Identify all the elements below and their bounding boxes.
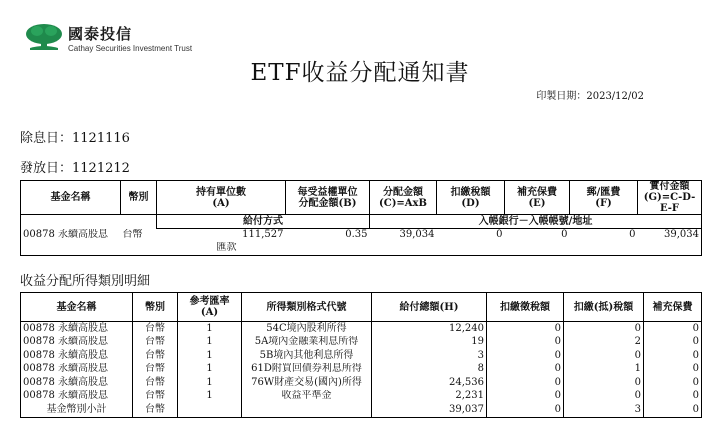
- currency: 台幣: [133, 336, 178, 350]
- net-amount: 39,034: [638, 229, 702, 243]
- credit-tax: 0: [564, 390, 644, 404]
- fund-name: 00878 永續高股息: [21, 322, 133, 336]
- header-fund-name: 基金名稱: [21, 293, 133, 322]
- amount: 39,034: [399, 229, 435, 241]
- withheld-tax: 0: [487, 322, 564, 336]
- table-row: [21, 390, 702, 404]
- premium: 0: [644, 403, 702, 417]
- total-amount: 12,240: [372, 322, 487, 336]
- withheld-tax: 0: [487, 376, 564, 390]
- company-name-en: Cathay Securities Investment Trust: [68, 44, 193, 53]
- subtotal-label: 基金幣別小計: [21, 403, 133, 417]
- rate: 1: [178, 390, 242, 404]
- header-fund-name: 基金名稱: [21, 181, 121, 215]
- premium: 0: [644, 349, 702, 363]
- header-premium: 補充保費 (E): [505, 181, 570, 215]
- income-category: [242, 403, 372, 417]
- payment-date: 發放日：1121212: [20, 161, 130, 176]
- credit-tax: 1: [564, 363, 644, 377]
- header-units: 持有單位數 (A): [157, 181, 286, 215]
- currency: 台幣: [133, 403, 178, 417]
- distribution-summary-table: [20, 180, 702, 256]
- withheld-tax: 0: [487, 403, 564, 417]
- fee: 0: [629, 229, 636, 241]
- income-category: 76W財產交易(國內)所得: [242, 376, 372, 390]
- premium: 0: [644, 390, 702, 404]
- total-amount: 3: [372, 349, 487, 363]
- fund-name: 00878 永續高股息: [21, 229, 121, 243]
- company-name-cn: 國泰投信: [68, 25, 133, 43]
- table-row: [21, 336, 702, 350]
- fund-name: 00878 永續高股息: [21, 349, 133, 363]
- tree-logo-icon: [24, 22, 64, 52]
- per-unit: 0.35: [345, 229, 368, 241]
- header-bank-account: 入帳銀行－入帳帳號/地址: [370, 215, 702, 229]
- premium: 0: [644, 336, 702, 350]
- document-title: ETF收益分配通知書: [250, 60, 470, 86]
- fund-name: 00878 永續高股息: [21, 336, 133, 350]
- header-rate: 參考匯率 (A): [178, 293, 242, 322]
- total-amount: 39,037: [372, 403, 487, 417]
- premium: 0: [644, 322, 702, 336]
- table-row: [21, 229, 702, 243]
- units: 111,527: [242, 229, 284, 241]
- credit-tax: 0: [564, 376, 644, 390]
- header-net: 實付金額 (G)=C-D-E-F: [638, 181, 702, 215]
- currency: 台幣: [133, 322, 178, 336]
- credit-tax: 3: [564, 403, 644, 417]
- rate: 1: [178, 336, 242, 350]
- header-fee: 郵/匯費 (F): [570, 181, 638, 215]
- total-amount: 24,536: [372, 376, 487, 390]
- currency: 台幣: [133, 376, 178, 390]
- rate: 1: [178, 322, 242, 336]
- header-currency: 幣別: [121, 181, 157, 215]
- credit-tax: 0: [564, 349, 644, 363]
- print-date: 印製日期：2023/12/02: [536, 91, 644, 102]
- section-title: 收益分配所得類別明細: [20, 274, 151, 289]
- withheld-tax: 0: [487, 390, 564, 404]
- header-withheld: 扣繳徵稅額: [487, 293, 564, 322]
- header-premium: 補充保費: [644, 293, 702, 322]
- rate: 1: [178, 376, 242, 390]
- withheld-tax: 0: [487, 336, 564, 350]
- fund-name: 00878 永續高股息: [21, 390, 133, 404]
- table-row: [21, 322, 702, 336]
- premium: 0: [561, 229, 568, 241]
- ex-dividend-date: 除息日：1121116: [20, 131, 130, 146]
- rate: 1: [178, 349, 242, 363]
- withheld-tax: 0: [487, 363, 564, 377]
- rate: 1: [178, 363, 242, 377]
- premium: 0: [644, 376, 702, 390]
- header-total: 給付總額(H): [372, 293, 487, 322]
- payment-method: 匯款: [157, 242, 286, 256]
- header-amount: 分配金額 (C)=AxB: [370, 181, 437, 215]
- header-payment-method: 給付方式: [157, 215, 370, 229]
- header-currency: 幣別: [133, 293, 178, 322]
- fund-name: 00878 永續高股息: [21, 376, 133, 390]
- header-per-unit: 每受益權單位 分配金額(B): [286, 181, 370, 215]
- credit-tax: 2: [564, 336, 644, 350]
- currency: 台幣: [133, 349, 178, 363]
- income-category: 5A境內金融業利息所得: [242, 336, 372, 350]
- company-logo: [24, 22, 194, 56]
- header-credit: 扣繳(抵)稅額: [564, 293, 644, 322]
- income-category: 54C境內股利所得: [242, 322, 372, 336]
- rate: [178, 403, 242, 417]
- currency: 台幣: [133, 363, 178, 377]
- currency: 台幣: [122, 229, 143, 240]
- income-category: 5B境內其他利息所得: [242, 349, 372, 363]
- income-category-table: [20, 292, 702, 418]
- table-row: [21, 376, 702, 390]
- table-row: [21, 242, 702, 256]
- total-amount: 8: [372, 363, 487, 377]
- table-row: [21, 363, 702, 377]
- income-category: 61D附買回債券利息所得: [242, 363, 372, 377]
- header-tax: 扣繳稅額 (D): [437, 181, 505, 215]
- subtotal-row: [21, 403, 702, 417]
- table-row: [21, 349, 702, 363]
- income-category: 收益平準金: [242, 390, 372, 404]
- fund-name: 00878 永續高股息: [21, 363, 133, 377]
- header-category: 所得類別格式代號: [242, 293, 372, 322]
- withheld-tax: 0: [487, 349, 564, 363]
- total-amount: 2,231: [372, 390, 487, 404]
- currency: 台幣: [133, 390, 178, 404]
- tax: 0: [496, 229, 503, 241]
- premium: 0: [644, 363, 702, 377]
- credit-tax: 0: [564, 322, 644, 336]
- total-amount: 19: [372, 336, 487, 350]
